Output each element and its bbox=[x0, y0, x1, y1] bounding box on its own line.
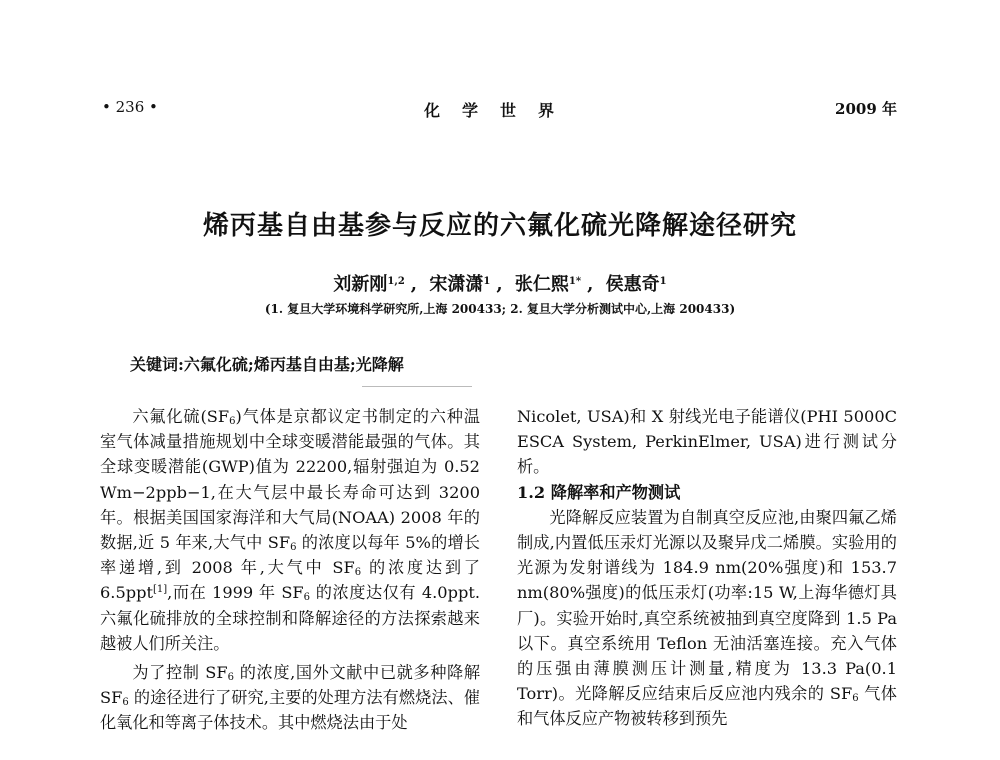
author-name: 张仁熙 bbox=[514, 274, 569, 295]
citation[interactable]: [1] bbox=[152, 584, 168, 596]
publication-year: 2009 年 bbox=[835, 100, 897, 118]
page-header bbox=[0, 98, 1000, 124]
journal-name: 化学世界 bbox=[423, 101, 576, 120]
author-name: 刘新刚 bbox=[333, 274, 388, 295]
section-heading: 1.2 降解率和产物测试 bbox=[517, 482, 681, 502]
divider bbox=[362, 386, 472, 387]
text-run: ,而在 1999 年 SF bbox=[167, 583, 304, 603]
author-mark: 1* bbox=[568, 276, 582, 287]
subscript: 6 bbox=[303, 592, 311, 604]
author-mark: 1,2 bbox=[387, 276, 405, 287]
keywords: 关键词:六氟化硫;烯丙基自由基;光降解 bbox=[130, 355, 404, 374]
body-paragraph: Nicolet, USA)和 X 射线光电子能谱仪(PHI 5000C ESCA System, PerkinElmer, USA)进行测试分析。 bbox=[517, 407, 897, 477]
subscript: 6 bbox=[229, 416, 236, 427]
author-mark: 1 bbox=[483, 276, 491, 287]
text-run: 的途径进行了研究,主要的处理方法有燃烧法、催化氧化和等离子体技术。其中燃烧法由于处 bbox=[100, 688, 480, 733]
left-column bbox=[100, 404, 480, 736]
text-run: 气体和气体反应产物被转移到预先 bbox=[517, 684, 897, 729]
paper-title: 烯丙基自由基参与反应的六氟化硫光降解途径研究 bbox=[202, 211, 797, 241]
author-mark: 1 bbox=[659, 276, 667, 287]
author-name: 宋潇潇 bbox=[429, 274, 484, 295]
subscript: 6 bbox=[354, 567, 362, 579]
text-run: 为了控制 SF bbox=[132, 663, 228, 683]
subscript: 6 bbox=[227, 672, 235, 684]
text-run: )气体是京都议定书制定的六种温室气体减量措施规划中全球变暖潜能最强的气体。其全球变暖潜能(GWP)值为 22200,辐射强迫为 0.52 Wm−2ppb−1,在大气层中最长寿命可达到 3200 年。根据美国国家海洋和大气局(NOAA) 2008 年的数据,近 5 年来,大气中 SF bbox=[100, 407, 480, 553]
text-run: 光降解反应装置为自制真空反应池,由聚四氟乙烯制成,内置低压汞灯光源以及聚异戊二烯膜。实验用的光源为发射谱线为 184.9 nm(20%强度)和 153.7 nm(80%强度)的低压汞灯(功率:15 W,上海华德灯具厂)。实验开始时,真空系统被抽到真空度降到 1.5 Pa 以下。真空系统用 Teflon 无油活塞连接。充入气体的压强由薄膜测压计测量,精度为 13.3 Pa(0.1 Torr)。光降解反应结束后反应池内残余的 SF bbox=[517, 507, 897, 704]
subscript: 6 bbox=[122, 697, 129, 709]
text-run: 六氟化硫(SF bbox=[132, 407, 230, 426]
text-run: 的浓度达到了 6.5ppt bbox=[100, 558, 480, 603]
body-paragraph bbox=[517, 505, 897, 732]
subscript: 6 bbox=[852, 693, 859, 705]
author-name: 侯惠奇 bbox=[605, 274, 660, 295]
text-run: 的浓度达仅有 4.0ppt. 六氟化硫排放的全球控制和降解途径的方法探索越来越被人们所关注。 bbox=[100, 583, 480, 653]
subscript: 6 bbox=[290, 542, 297, 554]
body-paragraph bbox=[100, 404, 480, 656]
text-run: 的浓度,国外文献中已就多种降解 SF bbox=[100, 663, 481, 708]
page-number: • 236 • bbox=[102, 98, 158, 116]
author-list: 刘新刚$^{1,2}$ , 宋潇潇$^1$ , 张仁熙$^{1*}$ , 侯惠奇$^1$ bbox=[333, 274, 667, 295]
body-paragraph bbox=[100, 660, 480, 736]
right-column bbox=[517, 404, 897, 732]
affiliation: (1. 复旦大学环境科学研究所,上海 200433; 2. 复旦大学分析测试中心,上海 200433) bbox=[264, 302, 736, 316]
text-run: 的浓度以每年 5%的增长率递增,到 2008 年,大气中 SF bbox=[100, 533, 480, 578]
